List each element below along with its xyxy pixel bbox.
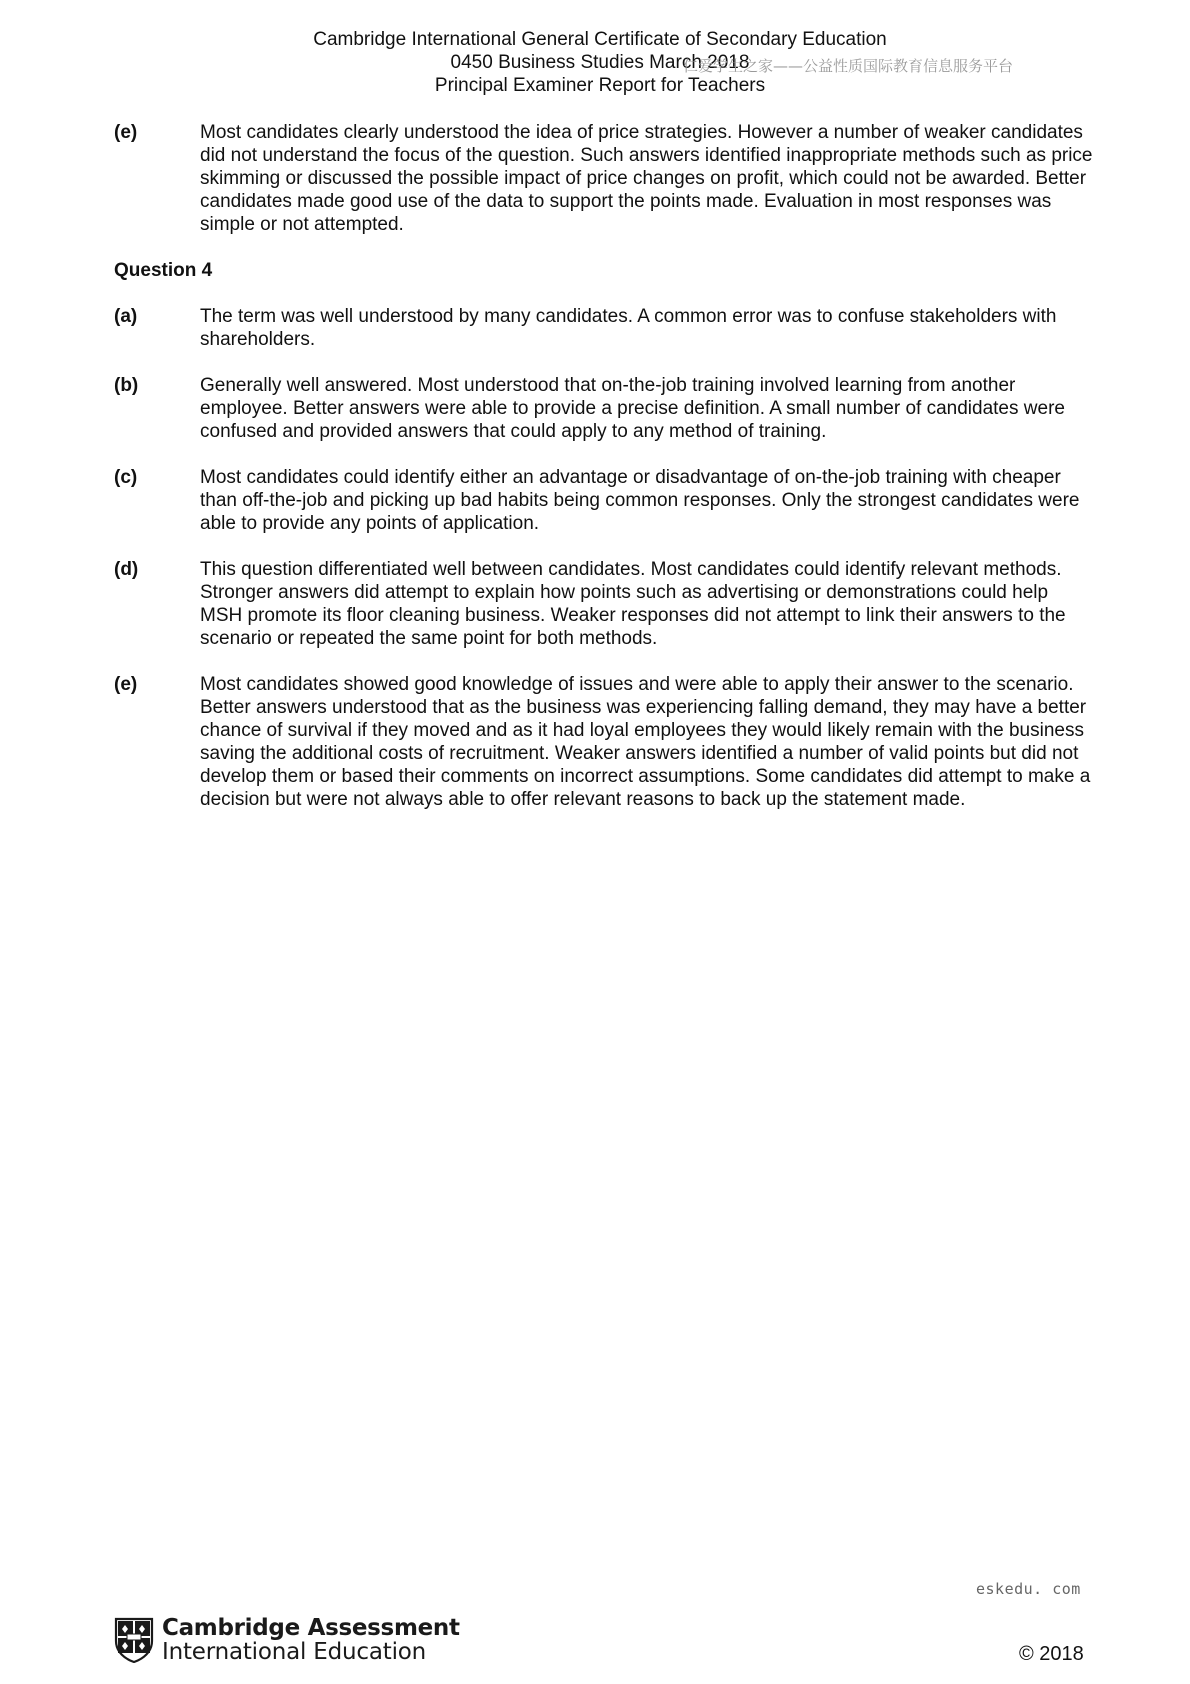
item-text: Generally well answered. Most understood that on-the-job training involved learning from another employee. Better answers were able to provide a precise definition. A small number of candidates were confused and provided answers that could apply to any method of training. bbox=[200, 375, 1065, 442]
question4-item-a bbox=[114, 305, 1094, 351]
footer-site-text: eskedu. com bbox=[976, 1580, 1081, 1598]
logo-text bbox=[162, 1616, 460, 1664]
header-line-2: 0450 Business Studies March 2018 bbox=[450, 52, 750, 73]
item-label: (a) bbox=[114, 306, 138, 327]
item-label: (d) bbox=[114, 559, 139, 580]
watermark-text: 仁爱学生之家——公益性质国际教育信息服务平台 bbox=[683, 57, 1014, 75]
question4-item-e bbox=[114, 673, 1094, 811]
prev-question-item-e bbox=[114, 121, 1094, 236]
item-label: (e) bbox=[114, 674, 138, 695]
item-text: Most candidates clearly understood the idea of price strategies. However a number of weaker candidates did not understand the focus of the question. Such answers identified inappropriate methods such as price skimming or discussed the possible impact of price changes on profit, which could not be awarded. Better candidates made good use of the data to support the points made. Evaluation in most responses was simple or not attempted. bbox=[200, 122, 1093, 235]
item-label: (e) bbox=[114, 122, 138, 143]
item-text: This question differentiated well between candidates. Most candidates could identify relevant methods. Stronger answers did attempt to explain how points such as advertising or demonstrations could help MSH promote its floor cleaning business. Weaker responses did not attempt to link their answers to the scenario or repeated the same point for both methods. bbox=[200, 559, 1066, 649]
copyright-text: © 2018 bbox=[1019, 1643, 1084, 1665]
logo-line-1: Cambridge Assessment bbox=[162, 1615, 460, 1641]
question4-item-b bbox=[114, 374, 1094, 443]
item-text: Most candidates could identify either an advantage or disadvantage of on-the-job training with cheaper than off-the-job and picking up bad habits being common responses. Only the strongest candidates were able to provide any points of application. bbox=[200, 467, 1080, 534]
cambridge-shield-icon bbox=[114, 1617, 154, 1663]
question4-item-d bbox=[114, 558, 1094, 650]
logo-line-2: International Education bbox=[162, 1639, 427, 1665]
item-label: (c) bbox=[114, 467, 138, 488]
report-content bbox=[114, 121, 1094, 811]
header-line-3: Principal Examiner Report for Teachers bbox=[434, 75, 766, 96]
item-text: The term was well understood by many candidates. A common error was to confuse stakeholders with shareholders. bbox=[200, 306, 1057, 350]
question-heading: Question 4 bbox=[114, 260, 213, 281]
item-label: (b) bbox=[114, 375, 139, 396]
question4-item-c bbox=[114, 466, 1094, 535]
item-text: Most candidates showed good knowledge of issues and were able to apply their answer to the scenario. Better answers understood that as the business was experiencing falling demand, they may have a better chance of survival if they moved and as it had loyal employees they would likely remain with the business saving the additional costs of recruitment. Weaker answers identified a number of valid points but did not develop them or based their comments on incorrect assumptions. Some candidates did attempt to make a decision but were not always able to offer relevant reasons to back up the statement made. bbox=[200, 674, 1091, 810]
header-line-1: Cambridge International General Certificate of Secondary Education bbox=[313, 29, 887, 50]
cambridge-logo bbox=[114, 1616, 460, 1664]
